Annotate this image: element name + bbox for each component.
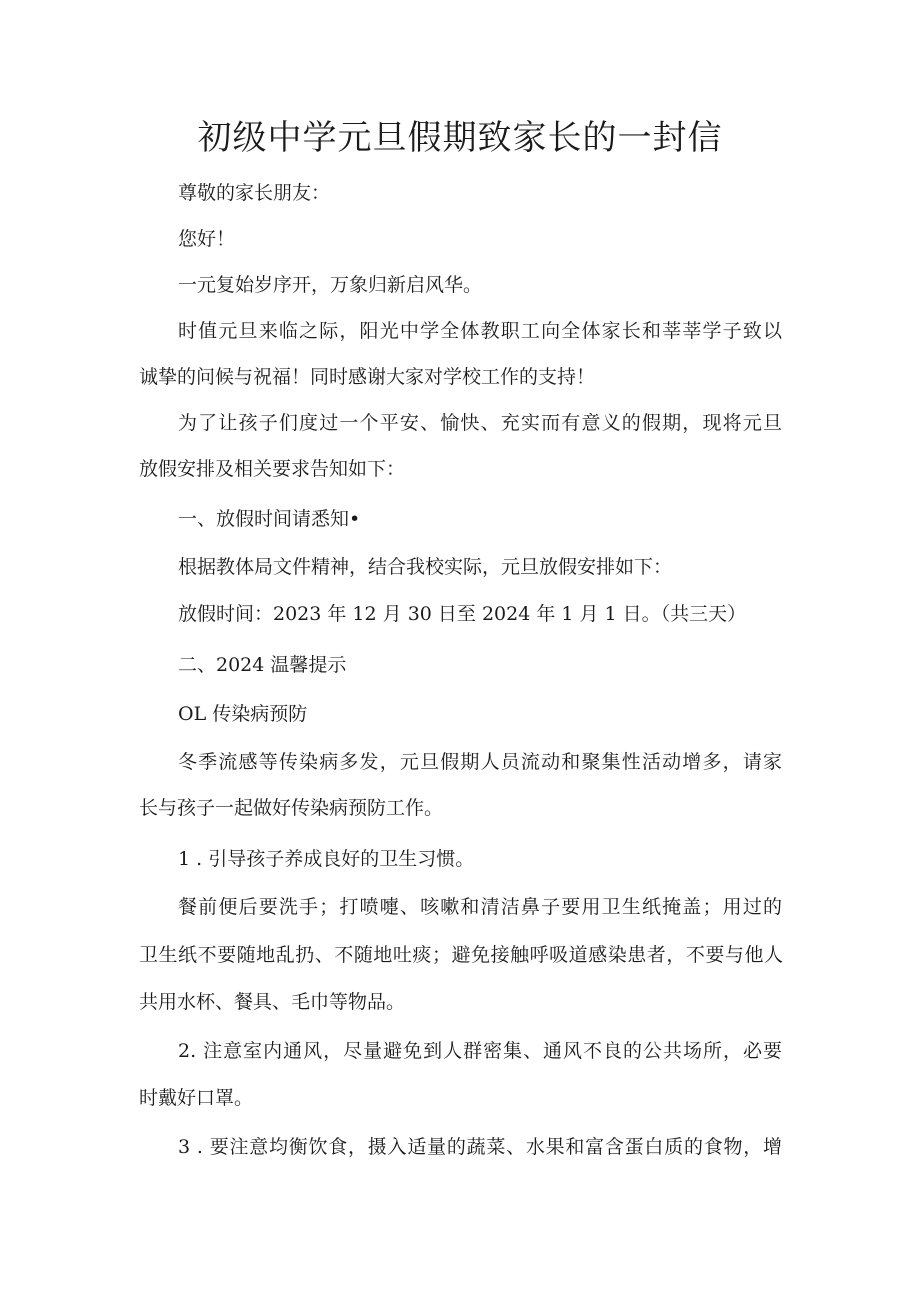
thanks-paragraph-line-2: 诚挚的问候与祝福！同时感谢大家对学校工作的支持！ bbox=[139, 366, 596, 388]
disease-paragraph-line-2: 长与孩子一起做好传染病预防工作。 bbox=[139, 797, 444, 819]
item-2-paragraph-line-1: 2. 注意室内通风，尽量避免到人群密集、通风不良的公共场所，必要 bbox=[178, 1040, 782, 1062]
letter-title: 初级中学元旦假期致家长的一封信 bbox=[197, 118, 723, 158]
item-1-heading: 1 . 引导孩子养成良好的卫生习惯。 bbox=[178, 848, 475, 870]
item-1-paragraph-line-3: 共用水杯、餐具、毛巾等物品。 bbox=[139, 991, 406, 1013]
salutation: 尊敬的家长朋友： bbox=[178, 182, 331, 204]
disease-paragraph-line-1: 冬季流感等传染病多发，元旦假期人员流动和聚集性活动增多，请家 bbox=[178, 751, 782, 773]
section-2-heading: 二、2024 温馨提示 bbox=[178, 654, 347, 676]
item-2-paragraph-line-2: 时戴好口罩。 bbox=[139, 1087, 254, 1109]
thanks-paragraph-line-1: 时值元旦来临之际，阳光中学全体教职工向全体家长和莘莘学子致以 bbox=[178, 320, 782, 342]
purpose-paragraph-line-1: 为了让孩子们度过一个平安、愉快、充实而有意义的假期，现将元旦 bbox=[178, 412, 782, 434]
subsection-1-heading: OL 传染病预防 bbox=[178, 703, 308, 725]
purpose-paragraph-line-2: 放假安排及相关要求告知如下： bbox=[139, 458, 406, 480]
section-1-basis: 根据教体局文件精神，结合我校实际，元旦放假安排如下： bbox=[178, 556, 673, 578]
section-1-heading: 一、放假时间请悉知• bbox=[178, 508, 361, 530]
item-3-paragraph-line-1: 3 . 要注意均衡饮食，摄入适量的蔬菜、水果和富含蛋白质的食物，增 bbox=[178, 1136, 782, 1158]
item-1-paragraph-line-1: 餐前便后要洗手；打喷嚏、咳嗽和清洁鼻子要用卫生纸掩盖；用过的 bbox=[178, 896, 782, 918]
item-1-paragraph-line-2: 卫生纸不要随地乱扔、不随地吐痰；避免接触呼吸道感染患者，不要与他人 bbox=[139, 944, 783, 966]
section-1-dates: 放假时间：2023 年 12 月 30 日至 2024 年 1 月 1 日。（共三天） bbox=[178, 603, 747, 625]
greeting: 您好！ bbox=[178, 228, 236, 250]
opening-line: 一元复始岁序开，万象归新启风华。 bbox=[178, 274, 483, 296]
